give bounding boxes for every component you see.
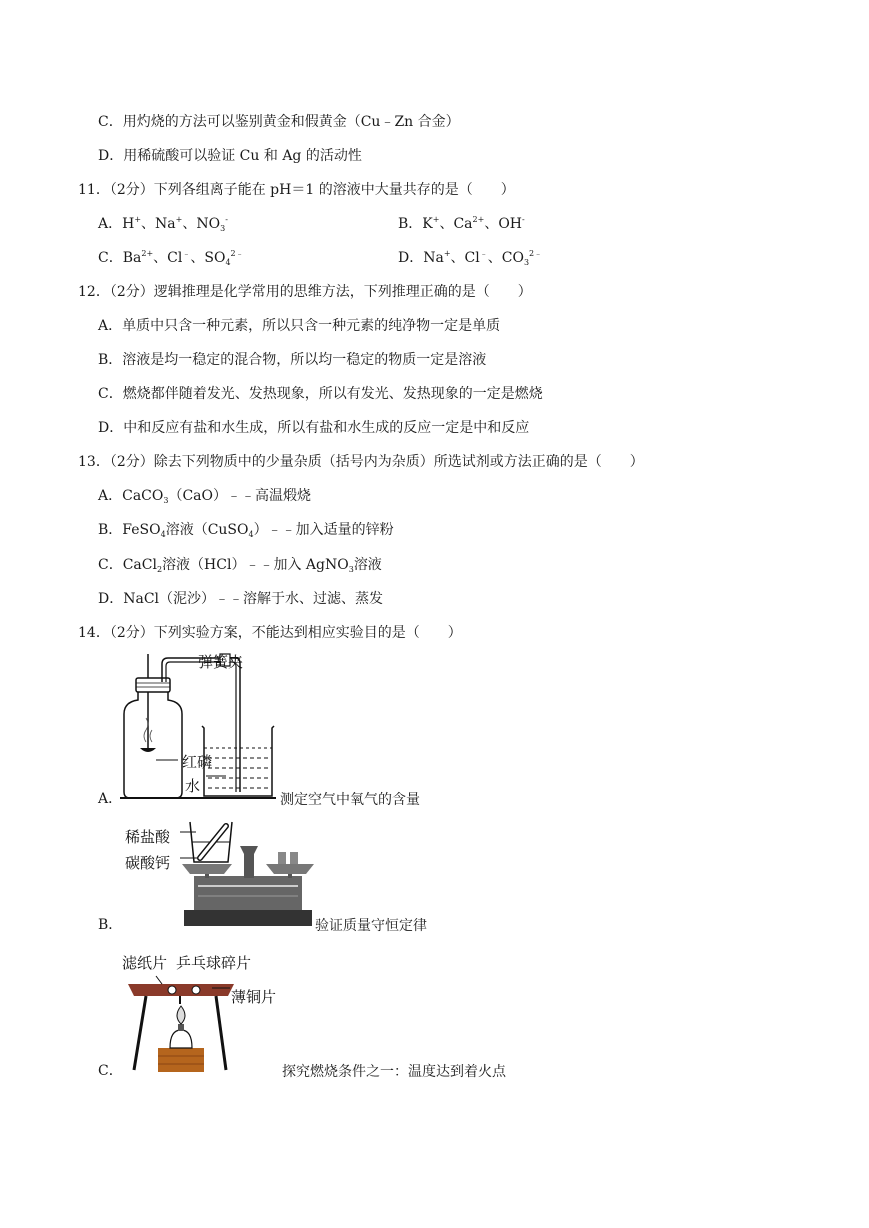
q12-option-b: B．溶液是均一稳定的混合物，所以均一稳定的物质一定是溶液 (98, 352, 487, 368)
pingpong-label: 乒乓球碎片 (176, 954, 252, 972)
filter-paper-label: 滤纸片 (122, 954, 168, 972)
spring-clip-label: 弹簧夹 (198, 653, 244, 671)
q11-option-d: D．Na+、Cl﹣、$CO_3^{2﹣}$ (398, 249, 543, 267)
q11-stem: 11．（2分）下列各组离子能在 pH＝1 的溶液中大量共存的是（ ） (78, 182, 515, 198)
q14-option-b-caption: 验证质量守恒定律 (315, 918, 427, 934)
water-label: 水 (185, 777, 201, 795)
q10-option-d: D．用稀硫酸可以验证 Cu 和 Ag 的活动性 (98, 148, 362, 164)
balance-diagram (180, 818, 315, 930)
red-phosphorus-label: 红磷 (182, 753, 213, 771)
q14-option-c-letter: C． (98, 1063, 123, 1079)
tripod-copper-diagram (126, 974, 238, 1078)
dilute-hcl-label: 稀盐酸 (125, 828, 171, 846)
q12-option-c: C．燃烧都伴随着发光、发热现象，所以有发光、发热现象的一定是燃烧 (98, 386, 543, 402)
q13-option-d: D．NaCl（泥沙）﹣﹣溶解于水、过滤、蒸发 (98, 591, 384, 607)
q14-option-a-caption: 测定空气中氧气的含量 (280, 792, 420, 808)
q11-option-a: A．H+、Na+、$NO_3^-$ (98, 215, 228, 233)
q13-stem: 13．（2分）除去下列物质中的少量杂质（括号内为杂质）所选试剂或方法正确的是（ ） (78, 454, 644, 470)
q14-option-a-letter: A． (98, 791, 123, 807)
q11-option-b: B．K+、$Ca^{2+}$、OH- (398, 215, 525, 232)
q11-option-c: C．$Ba^{2+}$、Cl﹣、$SO_4^{2﹣}$ (98, 249, 244, 267)
q13-option-c: C．CaCl$_2$溶液（HCl）﹣﹣加入 AgNO$_3$溶液 (98, 557, 382, 574)
q13-option-b: B．FeSO$_4$溶液（CuSO$_4$）﹣﹣加入适量的锌粉 (98, 522, 394, 539)
q14-stem: 14．（2分）下列实验方案，不能达到相应实验目的是（ ） (78, 625, 462, 641)
q12-stem: 12．（2分）逻辑推理是化学常用的思维方法，下列推理正确的是（ ） (78, 284, 532, 300)
q13-option-a: A．CaCO$_3$（CaO）﹣﹣高温煅烧 (98, 488, 312, 505)
copper-plate-label: 薄铜片 (231, 988, 277, 1006)
q14-option-b-letter: B． (98, 917, 123, 933)
q12-option-a: A．单质中只含一种元素，所以只含一种元素的纯净物一定是单质 (98, 318, 501, 334)
q14-option-c-caption: 探究燃烧条件之一：温度达到着火点 (282, 1064, 506, 1080)
calcium-carbonate-label: 碳酸钙 (125, 854, 171, 872)
q12-option-d: D．中和反应有盐和水生成，所以有盐和水生成的反应一定是中和反应 (98, 420, 530, 436)
q10-option-c: C．用灼烧的方法可以鉴别黄金和假黄金（Cu﹣Zn 合金） (98, 114, 460, 130)
